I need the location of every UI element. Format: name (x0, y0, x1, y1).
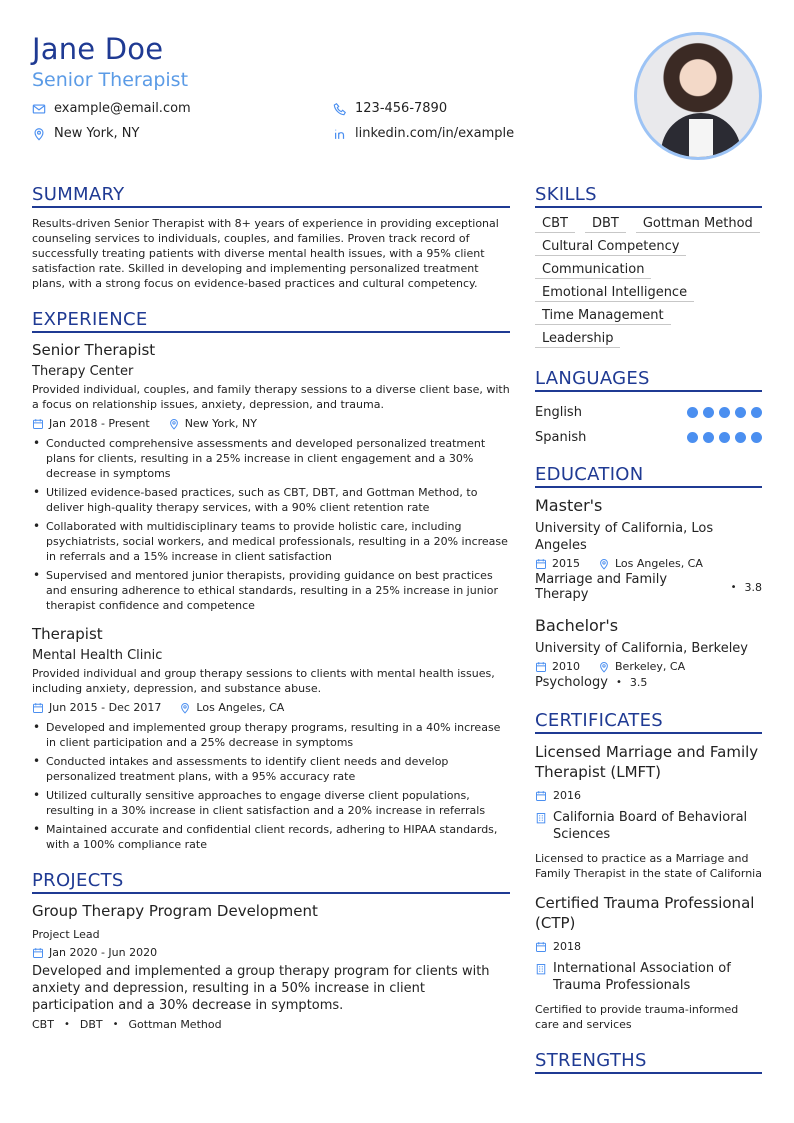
project-tag: Gottman Method (128, 1018, 222, 1031)
calendar-icon (535, 790, 547, 802)
tag-separator: • (63, 1019, 70, 1030)
experience-heading: EXPERIENCE (32, 309, 510, 333)
job-dates (32, 701, 161, 714)
list-item: • Developed and implemented group therapy programs, resulting in a 40% increase in client participation and a 25% decrease in symptoms (32, 720, 510, 750)
job-dates-text: Jan 2018 - Present (49, 417, 150, 430)
project-tags (32, 1018, 510, 1031)
email-text: example@email.com (54, 101, 191, 116)
right-column (535, 184, 762, 1082)
certificate-name: Certified Trauma Professional (CTP) (535, 894, 755, 932)
job-bullets (32, 436, 510, 613)
education-meta (535, 557, 762, 570)
project-role: Project Lead (32, 928, 100, 941)
job-bullets (32, 720, 510, 852)
list-item: • Conducted intakes and assessments to identify client needs and develop personalized treatment plans, with a 95% accuracy rate (32, 754, 510, 784)
list-item: • Utilized evidence-based practices, such as CBT, DBT, and Gottman Method, to deliver high-quality therapy services, with a 90% client retention rate (32, 485, 510, 515)
education-year-text: 2015 (552, 557, 580, 570)
gpa-separator: • (615, 677, 622, 688)
certificate-item (535, 742, 762, 881)
certificates-heading: CERTIFICATES (535, 710, 762, 734)
job-location-text: New York, NY (184, 417, 257, 430)
certificate-issuer (535, 809, 762, 843)
language-level-dot (751, 407, 762, 418)
job-meta (32, 417, 510, 430)
linkedin-icon (333, 127, 347, 141)
experience-item (32, 341, 510, 613)
certificate-name: Licensed Marriage and Family Therapist (LMFT) (535, 743, 759, 781)
calendar-icon (535, 558, 547, 570)
education-degree: Bachelor's (535, 616, 619, 635)
job-dates-text: Jun 2015 - Dec 2017 (49, 701, 162, 714)
certificate-issuer (535, 960, 762, 994)
language-name: Spanish (535, 430, 587, 445)
strengths-heading: STRENGTHS (535, 1050, 762, 1074)
building-icon (535, 963, 547, 975)
certificate-issuer-text: California Board of Behavioral Sciences (553, 810, 748, 842)
skill-tag: Time Management (535, 308, 671, 325)
certificate-issuer-text: International Association of Trauma Professionals (553, 961, 731, 993)
left-column (32, 184, 510, 1031)
education-year (535, 660, 580, 673)
education-field-line (535, 675, 762, 690)
education-heading: EDUCATION (535, 464, 762, 488)
education-degree: Master's (535, 496, 603, 515)
certificate-year (535, 938, 762, 955)
skill-tag: DBT (585, 216, 626, 233)
location-text: New York, NY (54, 126, 140, 141)
language-level-dot (687, 432, 698, 443)
certificate-year-text: 2016 (553, 789, 581, 802)
project-title: Group Therapy Program Development (32, 902, 318, 920)
education-year-text: 2010 (552, 660, 580, 673)
skill-tag: Emotional Intelligence (535, 285, 694, 302)
job-company: Mental Health Clinic (32, 648, 163, 663)
education-location-text: Los Angeles, CA (615, 557, 703, 570)
job-meta (32, 701, 510, 714)
certificate-description: Certified to provide trauma-informed care and services (535, 1003, 739, 1031)
skill-tag: Gottman Method (636, 216, 760, 233)
certificate-year-text: 2018 (553, 940, 581, 953)
language-level-dot (735, 407, 746, 418)
certificate-item (535, 893, 762, 1032)
calendar-icon (535, 941, 547, 953)
list-item: • Collaborated with multidisciplinary teams to provide holistic care, including psychiatrists, social workers, and medical professionals, resulting in a 20% increase in referrals and a 15% increase in client satisfaction (32, 519, 510, 564)
language-level-dots (687, 407, 762, 418)
contact-location (32, 126, 139, 141)
certificate-description: Licensed to practice as a Marriage and Family Therapist in the state of California (535, 852, 762, 880)
summary-heading: SUMMARY (32, 184, 510, 208)
candidate-role: Senior Therapist (32, 69, 189, 91)
language-row (535, 400, 762, 425)
tag-separator: • (112, 1019, 119, 1030)
gpa-separator: • (730, 581, 737, 593)
project-description: Developed and implemented a group therapy program for clients with anxiety and depression, resulting in a 50% increase in client participation and a 30% decrease in symptoms. (32, 964, 490, 1013)
language-level-dot (703, 407, 714, 418)
job-description: Provided individual, couples, and family therapy sessions to a diverse client base, with a focus on relationship issues, anxiety, depression, and trauma. (32, 383, 510, 411)
list-item: • Utilized culturally sensitive approaches to engage diverse client populations, resulting in a 30% increase in client satisfaction and a 20% increase in referrals (32, 788, 510, 818)
job-description: Provided individual and group therapy sessions to clients with mental health issues, including anxiety, depression, and substance abuse. (32, 667, 495, 695)
job-location (179, 701, 284, 714)
languages-heading: LANGUAGES (535, 368, 762, 392)
contact-linkedin[interactable] (333, 126, 514, 141)
education-school: University of California, Berkeley (535, 641, 748, 656)
education-year (535, 557, 580, 570)
language-level-dot (751, 432, 762, 443)
skills-heading: SKILLS (535, 184, 762, 208)
education-location (598, 557, 703, 570)
language-level-dot (703, 432, 714, 443)
contact-phone[interactable] (333, 101, 447, 116)
calendar-icon (535, 661, 547, 673)
education-field: Psychology (535, 675, 608, 690)
job-dates (32, 417, 150, 430)
phone-text: 123-456-7890 (355, 101, 448, 116)
location-pin-icon (598, 558, 610, 570)
education-gpa: 3.8 (744, 580, 762, 594)
education-school: University of California, Los Angeles (535, 521, 714, 553)
education-location-text: Berkeley, CA (615, 660, 686, 673)
project-dates (32, 946, 157, 959)
languages-list (535, 400, 762, 450)
language-name: English (535, 405, 582, 420)
resume-header (32, 32, 762, 162)
education-field: Marriage and Family Therapy (535, 572, 668, 602)
list-item: • Conducted comprehensive assessments and developed personalized treatment plans for clients, resulting in a 25% increase in client engagement and a 30% decrease in symptoms (32, 436, 510, 481)
education-gpa: 3.5 (629, 676, 648, 689)
education-meta (535, 660, 762, 673)
profile-photo (634, 32, 762, 160)
language-level-dot (719, 432, 730, 443)
job-title: Senior Therapist (32, 341, 156, 359)
project-item (32, 902, 510, 1031)
skill-tag: Leadership (535, 331, 620, 348)
calendar-icon (32, 702, 44, 714)
language-row (535, 425, 762, 450)
experience-item (32, 625, 510, 852)
list-item: • Maintained accurate and confidential client records, adhering to HIPAA standards, with a 100% compliance rate (32, 822, 510, 852)
job-company: Therapy Center (32, 364, 134, 379)
skill-tag: CBT (535, 216, 575, 233)
list-item: • Supervised and mentored junior therapists, providing guidance on best practices and ensuring adherence to ethical standards, resulting in a 25% increase in junior therapist confidence and competence (32, 568, 510, 613)
education-item (535, 616, 762, 690)
project-tag: CBT (32, 1018, 54, 1031)
candidate-name: Jane Doe (32, 32, 164, 66)
email-icon (32, 102, 46, 116)
building-icon (535, 812, 547, 824)
project-tag: DBT (79, 1018, 103, 1031)
project-dates-text: Jan 2020 - Jun 2020 (49, 946, 158, 959)
location-pin-icon (168, 418, 180, 430)
education-item (535, 496, 762, 602)
location-pin-icon (32, 127, 46, 141)
linkedin-text: linkedin.com/in/example (355, 126, 515, 141)
skill-tag: Cultural Competency (535, 239, 686, 256)
location-pin-icon (179, 702, 191, 714)
contact-email[interactable] (32, 101, 191, 116)
projects-heading: PROJECTS (32, 870, 510, 894)
skills-list (535, 216, 762, 348)
language-level-dot (735, 432, 746, 443)
calendar-icon (32, 947, 44, 959)
certificate-year (535, 787, 762, 804)
summary-text: Results-driven Senior Therapist with 8+ years of experience in providing exceptional counseling services to individuals, couples, and families. Proven track record of successfully treating patients with diverse mental health issues, with a 95% client satisfaction rate. Skilled in developing and implementing personalized treatment plans, with a strong focus on evidence-based practices and cultural competency. (32, 217, 499, 290)
job-location-text: Los Angeles, CA (196, 701, 285, 714)
location-pin-icon (598, 661, 610, 673)
calendar-icon (32, 418, 44, 430)
language-level-dots (687, 432, 762, 443)
job-title: Therapist (32, 625, 103, 643)
phone-icon (333, 102, 347, 116)
project-meta (32, 946, 510, 959)
education-field-line (535, 572, 762, 602)
education-location (598, 660, 685, 673)
language-level-dot (719, 407, 730, 418)
job-location (168, 417, 257, 430)
language-level-dot (687, 407, 698, 418)
skill-tag: Communication (535, 262, 651, 279)
